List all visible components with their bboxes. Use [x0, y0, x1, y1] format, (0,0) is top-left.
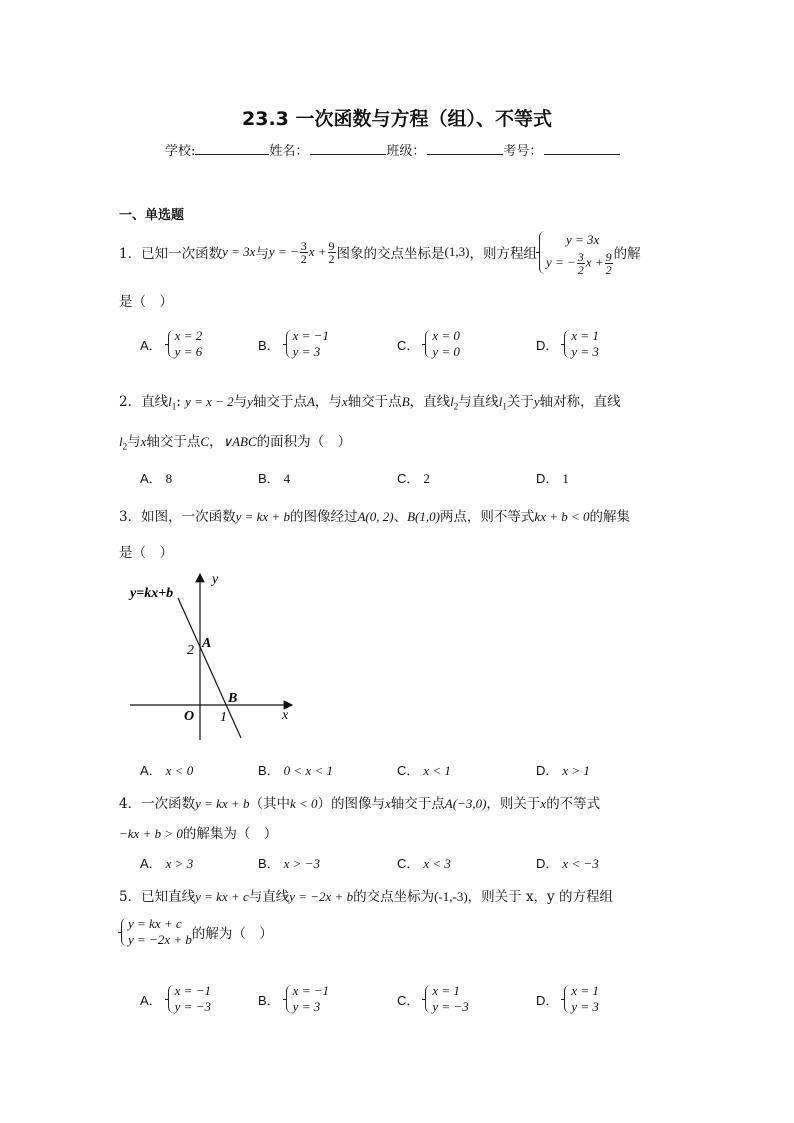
option-b[interactable]: B． 0 < x < 1	[258, 763, 333, 778]
school-label: 学校:	[165, 144, 196, 159]
option-a[interactable]: A． x = 2 y = 6	[140, 328, 203, 359]
equation-system: y = kx + c y = −2x + b	[119, 916, 192, 948]
option-b[interactable]: B． x = −1 y = 3	[258, 328, 329, 359]
option-system: x = 1 y = 3	[562, 328, 599, 360]
question-2-line2: $l_2$与x轴交于点C，∨ABC的面积为（ ）	[119, 434, 352, 452]
option-c[interactable]: C． x = 0 y = 0	[397, 328, 460, 359]
option-d[interactable]: D． x = 1 y = 3	[536, 983, 599, 1014]
question-4: 4．一次函数y = kx + b（其中k < 0）的图像与x轴交于点A(−3,0)，则关于x的不等式	[119, 796, 601, 812]
option-a[interactable]: A． x < 0	[140, 763, 194, 778]
page-title: 23.3 一次函数与方程（组）、不等式	[242, 108, 552, 130]
function-label: y=kx+b	[130, 586, 174, 601]
option-system: x = −1 y = 3	[284, 328, 329, 360]
option-system: x = 0 y = 0	[423, 328, 460, 360]
math-expression: x +	[308, 244, 327, 259]
question-5-line2: y = kx + c y = −2x + b 的解为（ ）	[119, 916, 273, 948]
question-4-line2: −kx + b > 0的解集为（ ）	[119, 826, 278, 842]
option-c[interactable]: C． x < 1	[397, 763, 451, 778]
option-a[interactable]: A． 8	[140, 471, 173, 486]
point-b-label: B	[228, 691, 238, 706]
option-d[interactable]: D． 1	[536, 471, 569, 486]
question-text: 是（ ）	[119, 545, 173, 561]
origin-label: O	[184, 709, 195, 724]
question-text: 与	[255, 246, 269, 262]
class-blank[interactable]	[427, 142, 503, 155]
number-blank[interactable]	[544, 142, 620, 155]
option-d[interactable]: D． x = 1 y = 3	[536, 328, 599, 359]
function-graph	[120, 568, 310, 748]
school-blank[interactable]	[195, 142, 269, 155]
tick-2-label: 2	[187, 643, 194, 658]
section-header: 一、单选题	[119, 208, 185, 223]
question-text: ，则方程组	[469, 246, 537, 262]
question-5: 5．已知直线y = kx + c与直线y = −2x + b的交点坐标为(-1,-3)，则关于 x，y 的方程组	[119, 889, 613, 905]
math-expression: y = −	[268, 244, 299, 259]
question-1	[119, 226, 641, 278]
question-text: 的解	[613, 246, 641, 262]
option-b[interactable]: B． x = −1 y = 3	[258, 983, 329, 1014]
question-2: 2．直线$l_1$: y = x − 2与y轴交于点A，与x轴交于点B，直线$l_2$与直线$l_1$关于y轴对称，直线	[119, 394, 621, 412]
option-c[interactable]: C． x = 1 y = −3	[397, 983, 469, 1014]
fraction: $\frac{9}{2}$	[328, 238, 335, 266]
equation-system: y = 3x y = − $\frac{3}{2}$ x + $\frac{9}{2}$	[537, 229, 614, 276]
option-d[interactable]: D． x < −3	[536, 856, 599, 871]
math-expression: (1,3)	[444, 244, 470, 259]
math-expression: y = 3x	[222, 244, 256, 259]
y-axis-label: y	[212, 572, 219, 587]
option-d[interactable]: D． x > 1	[536, 763, 590, 778]
option-b[interactable]: B． x > −3	[258, 856, 320, 871]
option-system: x = 2 y = 6	[166, 328, 203, 360]
question-text: 图象的交点坐标是	[336, 246, 445, 262]
point-a-label: A	[202, 636, 212, 651]
option-c[interactable]: C． x < 3	[397, 856, 451, 871]
name-label: 姓名：	[269, 144, 309, 159]
class-label: 班级：	[386, 144, 426, 159]
fraction: $\frac{3}{2}$	[300, 238, 307, 266]
question-text: 已知一次函数	[141, 246, 223, 262]
option-c[interactable]: C． 2	[397, 471, 430, 486]
question-text: 是（ ）	[119, 294, 173, 310]
name-blank[interactable]	[310, 142, 386, 155]
option-b[interactable]: B． 4	[258, 471, 291, 486]
option-a[interactable]: A． x = −1 y = −3	[140, 983, 211, 1014]
student-info-line	[165, 140, 620, 159]
question-3: 3．如图，一次函数y = kx + b的图像经过A(0, 2)、B(1,0)两点，则不等式kx + b < 0的解集	[119, 509, 631, 525]
number-label: 考号：	[503, 144, 543, 159]
x-axis-label: x	[282, 708, 289, 723]
tick-1-label: 1	[220, 710, 227, 725]
option-a[interactable]: A． x > 3	[140, 856, 194, 871]
question-number: 1．	[119, 246, 142, 262]
